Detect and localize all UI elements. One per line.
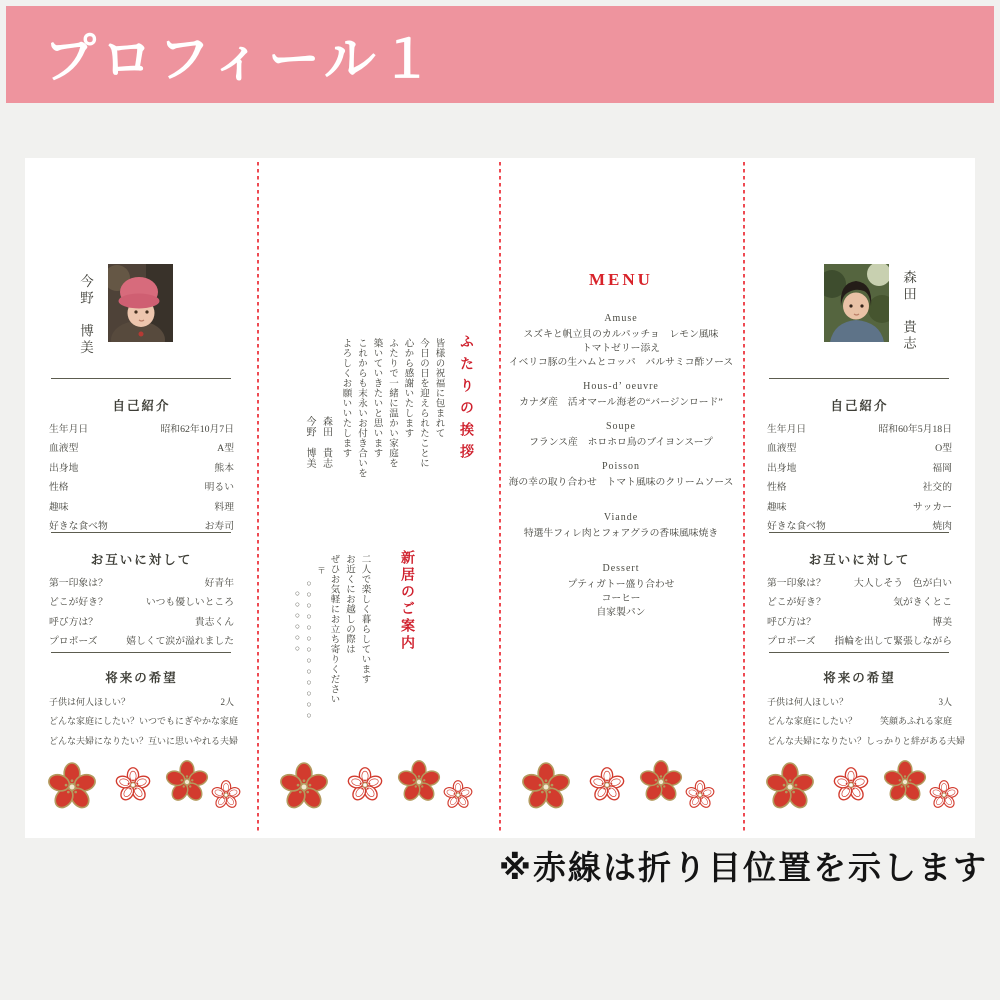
intro-rows (767, 425, 952, 533)
menu-panel (499, 158, 743, 838)
plum-blossom-icon (397, 760, 441, 804)
row-label: 呼び方は？ (767, 616, 816, 628)
course-name: Poisson (601, 461, 641, 472)
pamphlet-sheet (25, 158, 975, 838)
row-label: 性格 (767, 482, 787, 494)
vertical-text-line: ぜひお気軽にお立ち寄りください (328, 554, 339, 704)
plum-blossom-icon (211, 780, 241, 810)
row-value: 笑顔あふれる家庭 (879, 716, 952, 727)
row-value: 指輪を出して緊張しながら (834, 636, 952, 648)
vertical-text-line: ふたりで一緒に温かい家庭を (387, 338, 397, 468)
row-label: 第一印象は？ (49, 578, 108, 589)
profile-row (767, 503, 952, 514)
row-label: 第一印象は？ (767, 578, 826, 589)
profile-row (767, 637, 952, 648)
vertical-text-line: 今野 博美 (304, 416, 315, 469)
menu-course (499, 313, 743, 370)
course-name: Soupe (606, 421, 636, 432)
plum-blossom-icon (279, 762, 329, 812)
row-value: 博美 (932, 616, 952, 628)
row-label: どんな夫婦になりたい？ (49, 735, 149, 746)
vertical-text-line: 森田 貴志 (320, 416, 332, 469)
course-item: スズキと帆立貝のカルパッチョ レモン風味 (523, 329, 719, 340)
course-name: Viande (603, 512, 639, 523)
row-label: 趣味 (767, 501, 787, 513)
row-label: 好きな食べ物 (49, 520, 108, 532)
intro-rows (49, 425, 234, 533)
profile-row (49, 522, 234, 533)
row-value: A型 (217, 443, 234, 455)
course-item: 海の幸の取り合わせ トマト風味のクリームソース (508, 477, 734, 488)
row-value: 貴志くん (194, 616, 234, 628)
plum-blossom-icon (47, 762, 97, 812)
plum-blossom-icon (765, 762, 815, 812)
row-label: 出身地 (767, 462, 797, 474)
course-item: プティガトー盛り合わせ (567, 579, 675, 590)
profile-row (49, 697, 234, 708)
section-title: お互いに対して (90, 553, 193, 567)
address-placeholder (291, 566, 329, 721)
row-value: 昭和60年5月18日 (878, 424, 952, 435)
row-label: 子供は何人ほしい？ (767, 697, 849, 707)
row-value: いつも優しいところ (145, 597, 234, 609)
course-name: Dessert (602, 563, 640, 574)
course-name: Hous-d’ oeuvre (583, 381, 659, 392)
profile-row (49, 716, 239, 727)
bride-name: 今野 博美 (78, 274, 93, 357)
profile-row (49, 444, 234, 455)
vertical-text-line: 皆様の祝福に包まれて (433, 338, 444, 438)
profile-row (767, 716, 952, 727)
signature-names (301, 416, 336, 511)
row-value: お寿司 (204, 520, 234, 532)
course-name: Amuse (604, 313, 638, 324)
course-item: 特選牛フィレ肉とフォアグラの香味風味焼き (523, 528, 719, 539)
row-value: 社交的 (922, 482, 952, 494)
greeting-title: ふたりの挨拶 (458, 334, 473, 466)
profile-row (49, 735, 239, 747)
section-title: 自己紹介 (830, 399, 889, 413)
profile-row (49, 579, 234, 590)
row-label: どんな夫婦になりたい？ (767, 735, 867, 746)
row-label: 生年月日 (767, 424, 807, 435)
plum-blossom-row (499, 752, 743, 816)
row-label: プロポーズ (49, 636, 98, 648)
greeting-panel (257, 158, 499, 838)
groom-intro-section (767, 396, 952, 541)
row-label: 出身地 (49, 462, 79, 474)
vertical-text-line: これからも末永いお付き合いを (356, 338, 366, 478)
new-home-text (325, 554, 373, 714)
address-placeholder-line: ○○○○○○ (292, 588, 303, 654)
profile-row (767, 444, 952, 455)
profile-row (49, 618, 234, 629)
groom-about-partner-section (767, 550, 952, 657)
row-value: 嬉しくて涙が溢れました (126, 636, 234, 648)
plum-blossom-row (743, 752, 975, 816)
plum-blossom-icon (833, 767, 869, 803)
address-placeholder-line: ○○○○○○○○○○○○○ (304, 578, 314, 721)
row-value: 料理 (214, 501, 234, 513)
course-item: トマトゼリー添え (581, 343, 661, 354)
section-title: お互いに対して (808, 553, 911, 567)
section-title: 将来の希望 (823, 671, 896, 685)
divider (769, 378, 949, 379)
profile-row (767, 464, 952, 475)
menu-course (499, 461, 743, 490)
profile-row (49, 503, 234, 514)
row-value: 3人 (938, 697, 952, 707)
row-value: 明るい (204, 482, 234, 494)
menu-course (499, 421, 743, 450)
partner-rows (767, 579, 952, 648)
groom-photo (824, 264, 889, 342)
row-label: 血液型 (767, 443, 797, 455)
partner-rows (49, 579, 234, 648)
row-label: 血液型 (49, 443, 79, 455)
row-label: 趣味 (49, 501, 69, 513)
groom-profile-panel (743, 158, 975, 838)
profile-row (49, 598, 234, 609)
plum-blossom-icon (929, 780, 959, 810)
row-value: しっかりと絆がある夫婦 (866, 735, 966, 746)
row-value: 焼肉 (932, 520, 952, 532)
profile-row (767, 522, 952, 533)
row-label: 子供は何人ほしい？ (49, 697, 131, 707)
vertical-text-line: 二人で楽しく暮らしています (359, 554, 370, 684)
row-value: 昭和62年10月7日 (160, 424, 234, 435)
row-value: いつでもにぎやかな家庭 (139, 716, 239, 727)
row-label: 好きな食べ物 (767, 520, 826, 532)
profile-row (49, 483, 234, 494)
plum-blossom-row (257, 752, 499, 816)
row-value: 大人しそう 色が白い (854, 578, 952, 589)
course-item: イベリコ豚の生ハムとコッパ バルサミコ酢ソース (508, 357, 734, 368)
row-value: 互いに思いやれる夫婦 (148, 735, 239, 746)
menu-course (499, 512, 743, 541)
row-value: 好青年 (204, 578, 234, 589)
bride-profile-panel (25, 158, 257, 838)
profile-row (49, 637, 234, 648)
vertical-text-line: 築いていきたいと思います (371, 338, 382, 458)
course-list (499, 313, 743, 631)
bride-photo (108, 264, 173, 342)
row-label: どんな家庭にしたい？ (767, 716, 858, 727)
plum-blossom-icon (639, 760, 683, 804)
page-title-banner (6, 6, 994, 103)
menu-course (499, 381, 743, 410)
future-rows (767, 697, 966, 746)
vertical-text-line: 心から感謝いたします (402, 338, 413, 438)
row-value: 2人 (220, 697, 234, 707)
profile-row (767, 697, 952, 708)
profile-row (767, 483, 952, 494)
vertical-text-line: お近くにお越しの際は (344, 554, 354, 654)
section-title: 将来の希望 (105, 671, 178, 685)
course-item: カナダ産 活オマール海老の“バージンロード” (519, 397, 723, 408)
row-label: どこが好き？ (49, 597, 108, 609)
profile-row (49, 425, 234, 436)
fold-line-note: ※赤線は折り目位置を示します (498, 849, 988, 886)
row-label: どんな家庭にしたい？ (49, 716, 140, 727)
divider (51, 378, 231, 379)
menu-title: MENU (589, 270, 653, 289)
row-label: 生年月日 (49, 424, 89, 435)
new-home-title: 新居のご案内 (399, 550, 414, 652)
groom-name: 森田 貴志 (901, 270, 916, 353)
plum-blossom-icon (883, 760, 927, 804)
profile-row (767, 579, 952, 590)
plum-blossom-icon (685, 780, 715, 810)
bride-intro-section (49, 396, 234, 541)
profile-row (767, 598, 952, 609)
row-value: 気がきくとこ (893, 597, 952, 609)
address-placeholder-line: 〒 (316, 566, 327, 576)
row-value: O型 (935, 443, 952, 455)
profile-row (767, 735, 966, 747)
plum-blossom-icon (521, 762, 571, 812)
greeting-text (337, 338, 447, 488)
groom-future-section (767, 668, 966, 755)
row-value: 熊本 (214, 462, 234, 474)
plum-blossom-icon (589, 767, 625, 803)
vertical-text-line: 今日の日を迎えられたことに (418, 338, 428, 468)
row-label: 呼び方は？ (49, 616, 98, 628)
row-label: 性格 (49, 482, 69, 494)
profile-row (767, 618, 952, 629)
future-rows (49, 697, 239, 746)
row-label: プロポーズ (767, 636, 816, 648)
course-item: フランス産 ホロホロ鳥のブイヨンスープ (529, 437, 713, 448)
plum-blossom-icon (347, 767, 383, 803)
profile-row (767, 425, 952, 436)
page-title: プロフィール１ (44, 31, 438, 89)
section-title: 自己紹介 (112, 399, 171, 413)
row-value: 福岡 (932, 462, 952, 474)
course-item: 自家製パン (596, 607, 646, 618)
vertical-text-line: よろしくお願いいたします (340, 338, 351, 458)
course-item: コーヒー (601, 593, 641, 604)
plum-blossom-icon (115, 767, 151, 803)
menu-course (499, 563, 743, 620)
plum-blossom-icon (443, 780, 473, 810)
profile-row (49, 464, 234, 475)
row-label: どこが好き？ (767, 597, 826, 609)
bride-future-section (49, 668, 239, 755)
plum-blossom-row (25, 752, 257, 816)
row-value: サッカー (913, 501, 952, 513)
bride-about-partner-section (49, 550, 234, 657)
plum-blossom-icon (165, 760, 209, 804)
